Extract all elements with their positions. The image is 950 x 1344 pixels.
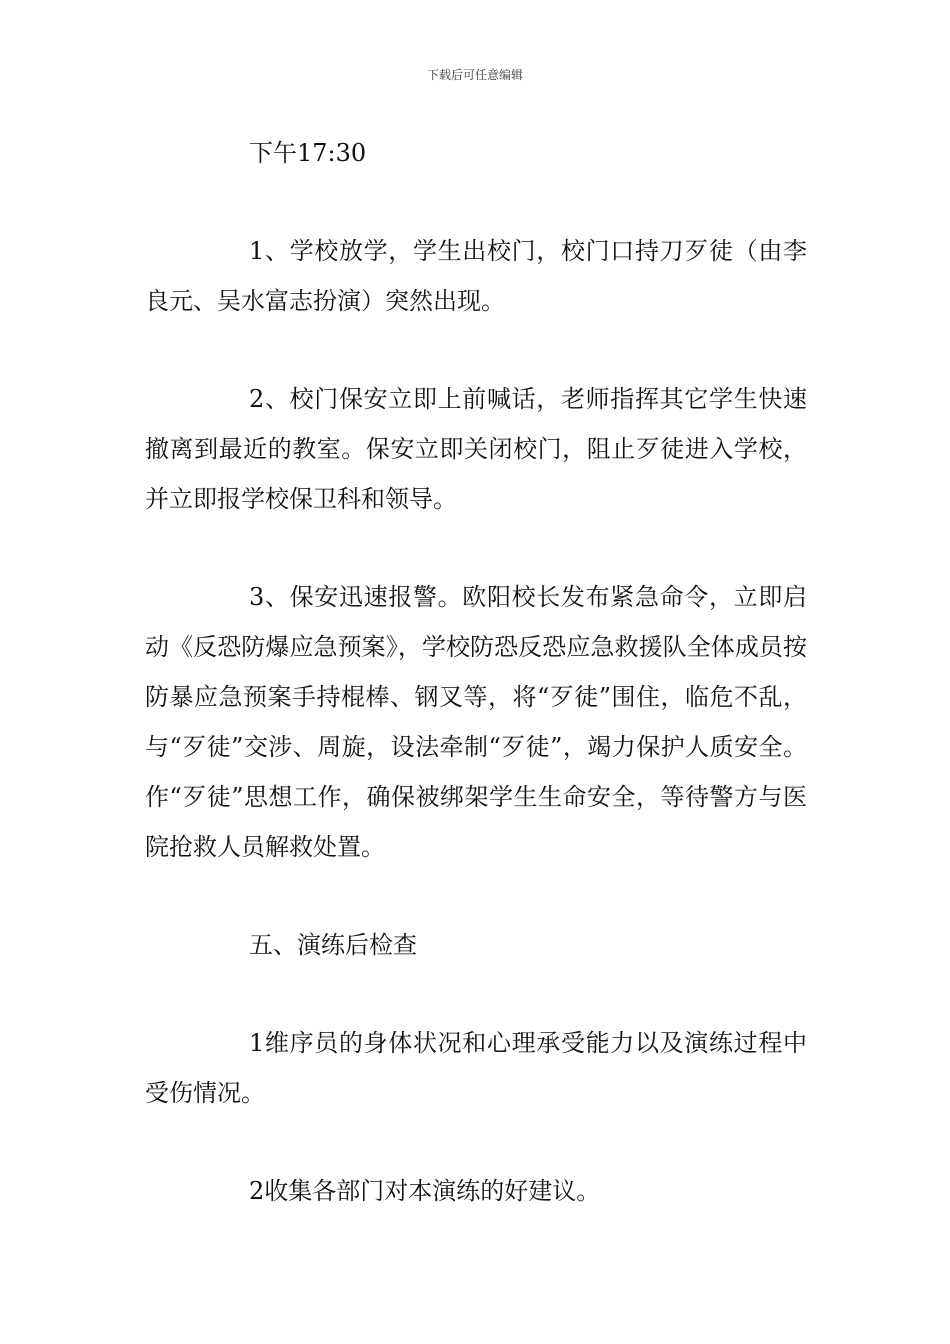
step-2-paragraph: 2、校门保安立即上前喊话，老师指挥其它学生快速撤离到最近的教室。保安立即关闭校门，阻止歹徒进入学校，并立即报学校保卫科和领导。 [145, 385, 807, 513]
section-heading: 五、演练后检查 [249, 931, 417, 959]
header-note: 下载后可任意编辑 [426, 68, 523, 82]
time-paragraph: 下午17:30 [249, 139, 367, 167]
check-item-2: 2收集各部门对本演练的好建议。 [249, 1177, 601, 1205]
step-1-paragraph: 1、学校放学，学生出校门，校门口持刀歹徒（由李良元、吴水富志扮演）突然出现。 [145, 237, 807, 315]
check-item-1: 1维序员的身体状况和心理承受能力以及演练过程中受伤情况。 [145, 1029, 807, 1107]
document-body [145, 128, 807, 1216]
step-3-paragraph: 3、保安迅速报警。欧阳校长发布紧急命令，立即启动《反恐防爆应急预案》，学校防恐反恐应急救援队全体成员按防暴应急预案手持棍棒、钢叉等，将“歹徒”围住，临危不乱，与“歹徒”交涉、周旋，设法牵制“歹徒”，竭力保护人质安全。作“歹徒”思想工作，确保被绑架学生生命安全，等待警方与医院抢救人员解救处置。 [145, 583, 807, 861]
